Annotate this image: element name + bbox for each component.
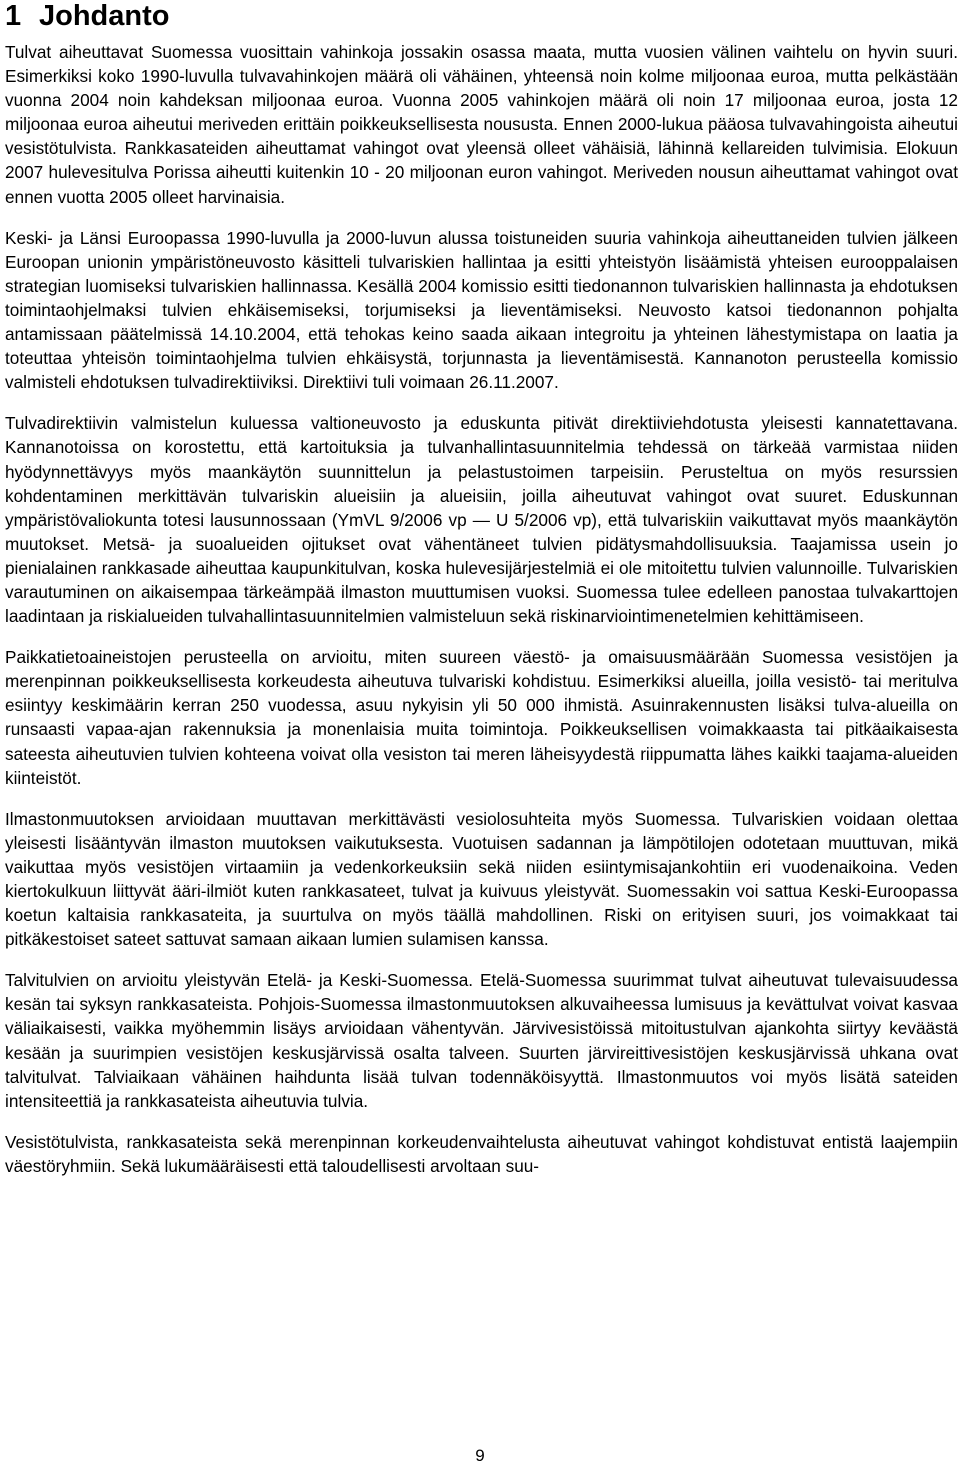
body-paragraph: Ilmastonmuutoksen arvioidaan muuttavan merkittävästi vesiolosuhteita myös Suomessa. Tulvariskien voidaan olettaa yleisesti lisääntyvän ilmaston muutoksen vaikutuksesta. Vuotuisen sadannan ja lämpötilojen odotetaan muuttuvan, mikä vaikuttaa myös vesistöjen virtaamiin ja vedenkorkeuksiin sekä niiden esiintymisajankohtiin eri vuodenaikoina. Veden kiertokulkuun liittyvät ääri-ilmiöt kuten rankkasateet, tulvat ja kuivuus yleistyvät. Suomessakin voi sattua Keski-Euroopassa koetun kaltaisia rankkasateita, ja suurtulva on myös täällä mahdollinen. Riski on erityisen suuri, jos voimakkaat tai pitkäkestoiset sateet sattuvat samaan aikaan lumien sulamisen kanssa. [5, 808, 958, 950]
page-number: 9 [475, 1446, 485, 1465]
section-number: 1 [5, 0, 22, 32]
section-title: Johdanto [39, 0, 170, 32]
body-paragraph: Tulvat aiheuttavat Suomessa vuosittain vahinkoja jossakin osassa maata, mutta vuosien välinen vaihtelu on hyvin suuri. Esimerkiksi koko 1990-luvulla tulvavahinkojen määrä oli vähäinen, yhteensä noin kolme miljoonaa euroa, mutta pelkästään vuonna 2004 noin kahdeksan miljoonaa euroa. Vuonna 2005 vahinkojen määrä oli noin 17 miljoonaa euroa, josta 12 miljoonaa euroa aiheutui meriveden erittäin poikkeuksellisesta noususta. Ennen 2000-lukua pääosa tulvavahingoista aiheutui vesistötulvista. Rankkasateiden aiheuttamat vahingot ovat yleensä olleet vähäisiä, lähinnä kellareiden tulvimisia. Elokuun 2007 hulevesitulva Porissa aiheutti kuitenkin 10 - 20 miljoonan euron vahingot. Meriveden nousun aiheuttamat vahingot ovat ennen vuotta 2005 olleet harvinaisia. [5, 42, 958, 207]
body-paragraph: Vesistötulvista, rankkasateista sekä merenpinnan korkeudenvaihtelusta aiheutuvat vahingot kohdistuvat entistä laajempiin väestöryhmiin. Sekä lukumääräisesti että taloudellisesti arvoltaan suu- [5, 1131, 958, 1176]
body-paragraph: Tulvadirektiivin valmistelun kuluessa valtioneuvosto ja eduskunta pitivät direktiiviehdotusta yleisesti kannatettavana. Kannanotoissa on korostettu, että kartoituksia ja tulvanhallintasuunnitelmia tehdessä on tärkeää varmistaa niiden hyödynnettävyys myös maankäytön suunnittelun ja pelastustoimen tarpeisiin. Perusteltua on myös resurssien kohdentaminen merkittävän tulvariskin alueisiin ja alueisiin, joilla aiheutuvat vahingot ovat suuret. Eduskunnan ympäristövaliokunta totesi lausunnossaan (YmVL 9/2006 vp — U 5/2006 vp), että tulvariskiin vaikuttavat myös maankäytön muutokset. Metsä- ja suoalueiden ojitukset ovat vähentäneet tulvien pidätysmahdollisuuksia. Taajamissa usein jo pienialainen rankkasade aiheuttaa kaupunkitulvan, koska hulevesijärjestelmiä ei ole mitoitettu tulvien valunnoille. Tulvariskien varautuminen on aikaisempaa tärkeämpää ilmaston muuttumisen vuoksi. Suomessa tulee edelleen panostaa tulvakarttojen laadintaan ja riskialueiden tulvahallintasuunnitelmien valmisteluun sekä riskinarviointimenetelmien kehittämiseen. [5, 413, 958, 627]
body-paragraph: Paikkatietoaineistojen perusteella on arvioitu, miten suureen väestö- ja omaisuusmäärään Suomessa vesistöjen ja merenpinnan poikkeuksellisesta korkeudesta aiheutuva tulvariski kohdistuu. Esimerkiksi alueilla, joilla vesistö- tai meritulva esiintyy keskimäärin kerran 250 vuodessa, asuu nykyisin yli 50 000 ihmistä. Asuinrakennusten lisäksi tulva-alueilla on runsaasti vapaa-ajan rakennuksia ja monenlaisia muita toimintoja. Poikkeuksellisen voimakkaasta tai pitkäaikaisesta sateesta aiheutuvien tulvien kohteena voivat olla vesiston tai meren läheisyydestä riippumatta lähes kaikki taajama-alueiden kiinteistöt. [5, 647, 958, 788]
section-heading [5, 0, 958, 36]
body-paragraph: Talvitulvien on arvioitu yleistyvän Etelä- ja Keski-Suomessa. Etelä-Suomessa suurimmat tulvat aiheutuvat tulevaisuudessa kesän tai syksyn rankkasateista. Pohjois-Suomessa ilmastonmuutoksen alkuvaiheessa lumisuus ja kevättulvat voivat kasvaa väliaikaisesti, vaikka myöhemmin lisäys arvioidaan vähentyvän. Järvivesistöissä mitoitustulvan ajankohta siirtyy keväästä kesään ja suurimpien vesistöjen keskusjärvissä osalta talveen. Suurten järvireittivesistöjen keskusjärvissä uhkana ovat talvitulvat. Talviaikaan vähäinen haihdunta lisää tulvan todennäköisyyttä. Ilmastonmuutos voi myös lisätä sateiden intensiteettiä ja rankkasateista aiheutuvia tulvia. [5, 970, 958, 1111]
body-paragraph: Keski- ja Länsi Euroopassa 1990-luvulla ja 2000-luvun alussa toistuneiden suuria vahinkoja aiheuttaneiden tulvien jälkeen Euroopan unionin ympäristöneuvosto käsitteli tulvariskien hallintaa ja esitti yhteistyön lisäämistä yhteisen eurooppalaisen strategian luomiseksi tulvariskien hallinnassa. Kesällä 2004 komissio esitti tiedonannon tulvariskien hallinnasta ja ehdotuksen toimintaohjelmaksi tulvien ehkäisemiseksi, torjumiseksi ja lieventämiseksi. Neuvosto katsoi tiedonannon pohjalta antamissaan päätelmissä 14.10.2004, että tehokas keino saada aikaan integroitu ja yhteinen lähestymistapa on laatia ja toteuttaa yhteisön toimintaohjelma tulvien ehkäisystä, torjunnasta ja lieventämisestä. Kannanoton perusteella komissio valmisteli ehdotuksen tulvadirektiiviksi. Direktiivi tuli voimaan 26.11.2007. [5, 227, 958, 393]
